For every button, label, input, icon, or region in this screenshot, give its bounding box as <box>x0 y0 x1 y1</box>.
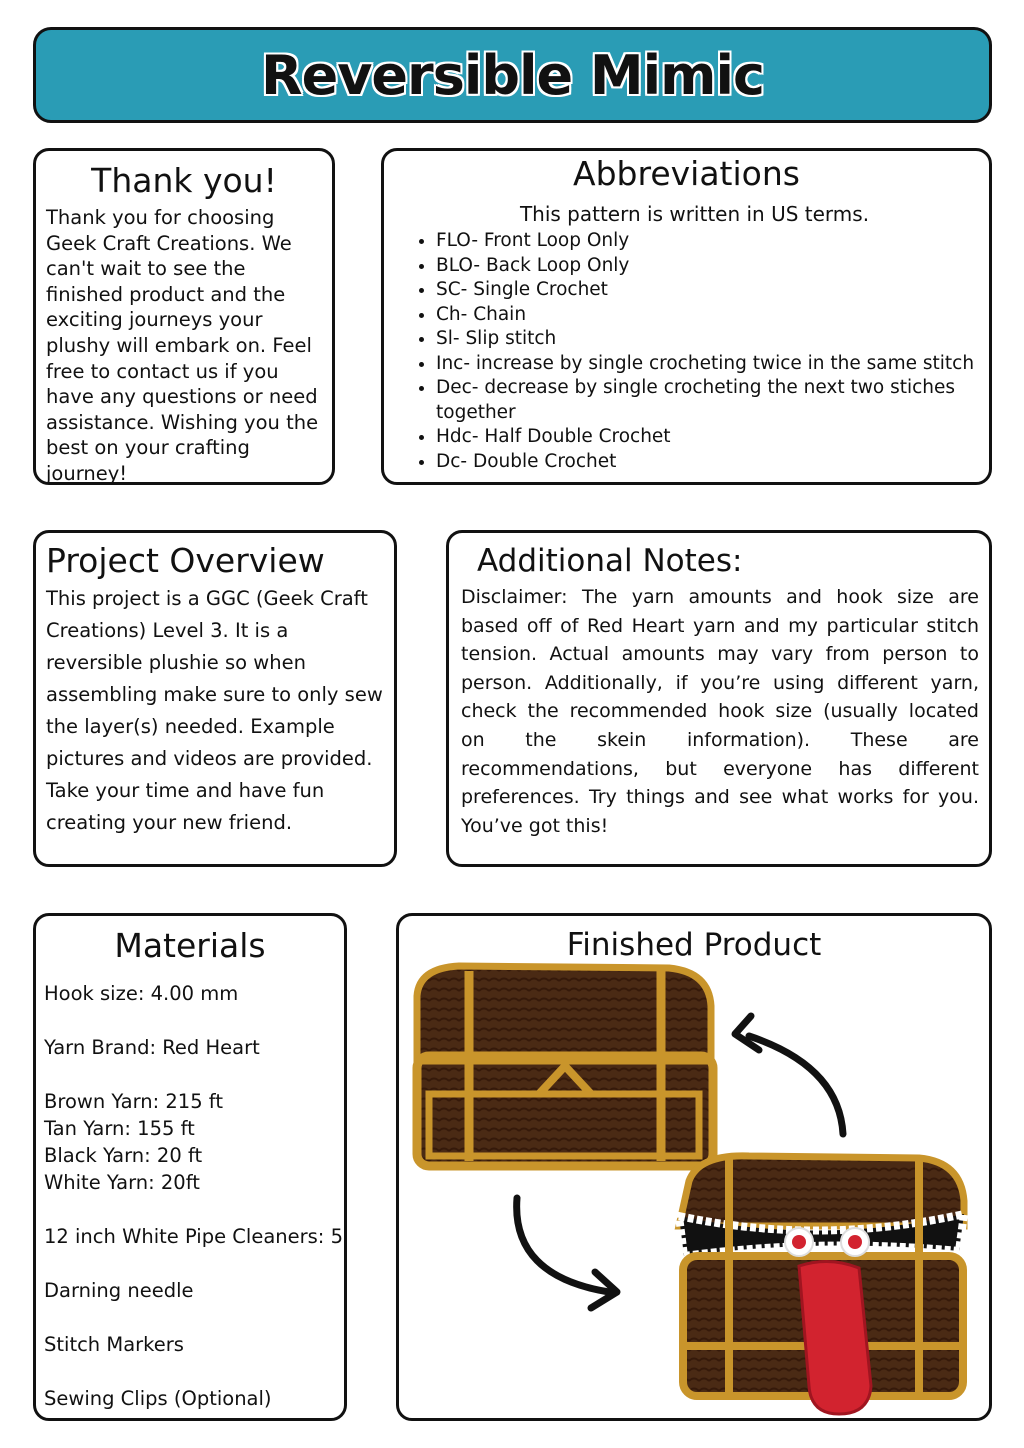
abbreviation-item: • Dc- Double Crochet <box>436 450 977 475</box>
abbreviations-panel <box>381 148 992 485</box>
pipe-cleaners: 12 inch White Pipe Cleaners: 5 <box>44 1225 343 1248</box>
page-title: Reversible Mimic <box>261 43 764 107</box>
hook-size: Hook size: 4.00 mm <box>44 982 239 1005</box>
yarn-brand: Yarn Brand: Red Heart <box>44 1036 260 1059</box>
abbreviation-item: • BLO- Back Loop Only <box>436 254 977 279</box>
additional-notes-panel <box>446 530 992 867</box>
materials-heading: Materials <box>114 926 266 965</box>
abbreviations-list <box>412 229 977 474</box>
stitch-markers: Stitch Markers <box>44 1333 184 1356</box>
yarn-amount: White Yarn: 20ft <box>44 1171 200 1194</box>
abbreviation-item: • Sl- Slip stitch <box>436 327 977 352</box>
abbreviations-heading: Abbreviations <box>573 154 800 193</box>
arrow-up-icon <box>735 1016 759 1050</box>
project-overview-panel <box>33 530 397 867</box>
thank-you-body: Thank you for choosing Geek Craft Creations. We can't wait to see the finished product and the exciting journeys your plushy will embark on. Feel free to contact us if you have any questions or need assistance. Wishing you the best on your crafting journey! <box>46 206 319 485</box>
closed-chest-image <box>417 966 713 1166</box>
finished-product-illustration <box>399 916 995 1424</box>
mimic-chest-image <box>679 1156 964 1414</box>
thank-you-heading: Thank you! <box>91 161 277 200</box>
yarn-amount: Tan Yarn: 155 ft <box>44 1117 195 1140</box>
abbreviation-item: • Ch- Chain <box>436 303 977 328</box>
darning-needle: Darning needle <box>44 1279 194 1302</box>
finished-product-panel <box>396 913 992 1421</box>
title-banner <box>33 27 992 123</box>
abbreviation-item: • Hdc- Half Double Crochet <box>436 425 977 450</box>
thank-you-panel <box>33 148 335 485</box>
notes-heading: Additional Notes: <box>477 543 743 579</box>
overview-body: This project is a GGC (Geek Craft Creations) Level 3. It is a reversible plushie so when assembling make sure to only sew the layer(s) needed. Example pictures and videos are provided. Take your time and have fun creating your new friend. <box>46 587 383 834</box>
overview-heading: Project Overview <box>46 541 325 580</box>
finished-heading: Finished Product <box>566 927 822 963</box>
abbreviation-item: • SC- Single Crochet <box>436 278 977 303</box>
notes-body: Disclaimer: The yarn amounts and hook size are based off of Red Heart yarn and my particular stitch tension. Actual amounts may vary from person to person. Additionally, if you’re using different yarn, check the recommended hook size (usually located on the skein information). These are recommendations, but everyone has different preferences. Try things and see what works for you. You’ve got this! <box>461 586 979 837</box>
yarn-amount: Black Yarn: 20 ft <box>44 1144 203 1167</box>
materials-panel <box>33 913 347 1421</box>
abbreviation-item: • FLO- Front Loop Only <box>436 229 977 254</box>
yarn-amount: Brown Yarn: 215 ft <box>44 1090 223 1113</box>
sewing-clips: Sewing Clips (Optional) <box>44 1387 272 1410</box>
abbreviation-item: • Dec- decrease by single crocheting the next two stiches together <box>436 376 977 425</box>
abbreviation-item: • Inc- increase by single crocheting twice in the same stitch <box>436 352 977 377</box>
abbreviations-intro: This pattern is written in US terms. <box>519 202 870 226</box>
